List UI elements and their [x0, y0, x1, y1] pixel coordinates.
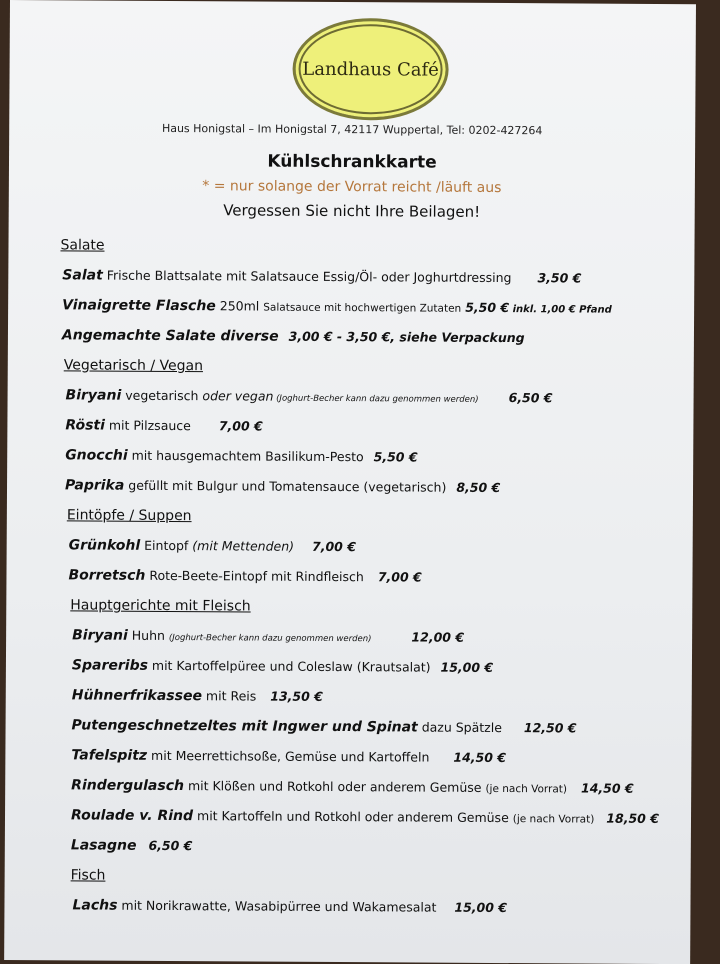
section-heading: Salate	[60, 237, 105, 254]
item-name: Borretsch	[68, 567, 146, 584]
item-price: 7,00 €	[377, 569, 422, 585]
item-name: Vinaigrette Flasche	[62, 297, 216, 315]
item-price: 6,50 €	[148, 837, 193, 854]
item-description: Huhn	[127, 627, 170, 643]
item-description: mit Klößen und Rotkohl oder anderem Gemüse	[183, 778, 486, 795]
menu-item	[50, 622, 670, 656]
item-price: 8,50 €	[456, 479, 501, 496]
section-heading: Fisch	[70, 867, 106, 884]
menu-item	[51, 472, 671, 506]
menu-item	[52, 322, 672, 356]
item-name: Biryani	[65, 387, 122, 404]
availability-note: * = nur solange der Vorrat reicht /läuft aus	[202, 178, 502, 197]
menu-item	[52, 292, 672, 326]
item-description: mit Kartoffeln und Rotkohl oder anderem Gemüse	[193, 808, 513, 826]
section-heading: Vegetarisch / Vegan	[63, 357, 204, 375]
item-price: 18,50 €	[606, 810, 659, 826]
item-description: mit Pilzsauce	[104, 417, 191, 434]
item-name: Salat	[62, 267, 103, 284]
item-description: mit Meerrettichsoße, Gemüse und Kartoffeln	[147, 747, 430, 765]
item-description: Frische Blattsalate mit Salatsauce Essig/Öl- oder Joghurtdressing	[102, 267, 512, 286]
item-name: Rindergulasch	[71, 777, 185, 795]
item-description: Eintopf	[140, 537, 193, 554]
item-price: 14,50 €	[580, 780, 634, 796]
item-price: 3,00 € - 3,50 €, siehe Verpackung	[288, 328, 525, 346]
menu-item	[51, 412, 671, 446]
item-price: 12,00 €	[411, 629, 465, 645]
item-name: Tafelspitz	[71, 747, 148, 764]
item-description-italic: (mit Mettenden)	[192, 538, 295, 554]
item-name: Gnocchi	[65, 447, 128, 464]
menu-item	[49, 742, 669, 776]
item-description-note: (je nach Vorrat)	[485, 782, 568, 796]
item-name: Rösti	[65, 417, 105, 434]
item-price: 14,50 €	[453, 749, 507, 766]
address-line: Haus Honigstal – Im Honigstal 7, 42117 Wuppertal, Tel: 0202-427264	[161, 121, 543, 138]
menu-sheet	[4, 0, 696, 964]
item-price: 5,50 €	[373, 449, 418, 465]
item-name: Angemachte Salate diverse	[61, 327, 279, 345]
item-description-italic: oder vegan	[202, 388, 274, 404]
item-name: Spareribs	[71, 657, 148, 674]
item-note: (Joghurt-Becher kann dazu genommen werden)	[273, 393, 479, 405]
item-name: Paprika	[64, 477, 125, 494]
item-note: (Joghurt-Becher kann dazu genommen werden)	[168, 632, 372, 645]
item-description-detail: Salatsauce mit hochwertigen Zutaten	[263, 301, 462, 315]
menu-item	[51, 442, 671, 476]
item-name: Biryani	[72, 627, 128, 644]
item-name: Lachs	[72, 897, 118, 914]
menu-item	[49, 712, 669, 746]
item-description-note: (je nach Vorrat)	[512, 813, 595, 826]
logo-text: Landhaus Café	[302, 58, 439, 81]
item-price: 7,00 €	[311, 538, 356, 555]
item-description: mit hausgemachtem Basilikum-Pesto	[127, 447, 364, 465]
item-description: dazu Spätzle	[417, 719, 502, 736]
item-name: Roulade v. Rind	[70, 807, 194, 825]
menu-list	[48, 232, 672, 926]
page-title: Kühlschrankkarte	[267, 151, 437, 173]
menu-item	[48, 892, 668, 926]
item-price: 7,00 €	[218, 418, 263, 434]
menu-item	[50, 652, 670, 686]
item-description: mit Norikrawatte, Wasabipürree und Wakamesalat	[117, 897, 437, 915]
item-name: Lasagne	[70, 837, 137, 854]
item-price: 15,00 €	[454, 899, 508, 916]
menu-item	[49, 772, 669, 806]
item-description: vegetarisch	[121, 387, 203, 404]
menu-item	[50, 682, 670, 716]
item-price: 6,50 €	[508, 390, 553, 406]
item-price: 3,50 €	[537, 270, 582, 286]
cafe-logo	[292, 18, 449, 121]
menu-item	[49, 802, 669, 836]
side-dish-reminder: Vergessen Sie nicht Ihre Beilagen!	[223, 201, 481, 221]
item-name: Putengeschnetzeltes mit Ingwer und Spinat	[71, 717, 418, 736]
item-deposit: inkl. 1,00 € Pfand	[509, 304, 612, 316]
menu-item	[51, 382, 671, 416]
menu-item	[50, 562, 670, 596]
item-price: 5,50 €	[465, 299, 510, 316]
item-description: mit Kartoffelpüree und Coleslaw (Krautsalat)	[147, 657, 431, 675]
menu-item	[49, 832, 669, 866]
menu-item	[52, 262, 672, 296]
item-price: 13,50 €	[270, 688, 323, 704]
item-description: mit Reis	[201, 688, 257, 704]
item-name: Grünkohl	[68, 537, 141, 554]
menu-item	[51, 532, 671, 566]
item-description: Rote-Beete-Eintopf mit Rindfleisch	[145, 567, 364, 585]
item-price: 12,50 €	[523, 720, 577, 736]
item-name: Hühnerfrikassee	[71, 687, 203, 705]
item-price: 15,00 €	[440, 659, 494, 675]
section-heading: Eintöpfe / Suppen	[66, 507, 192, 525]
item-description: gefüllt mit Bulgur und Tomatensauce (vegetarisch)	[124, 477, 447, 495]
section-heading: Hauptgerichte mit Fleisch	[70, 597, 251, 615]
item-description: 250ml	[215, 298, 264, 314]
